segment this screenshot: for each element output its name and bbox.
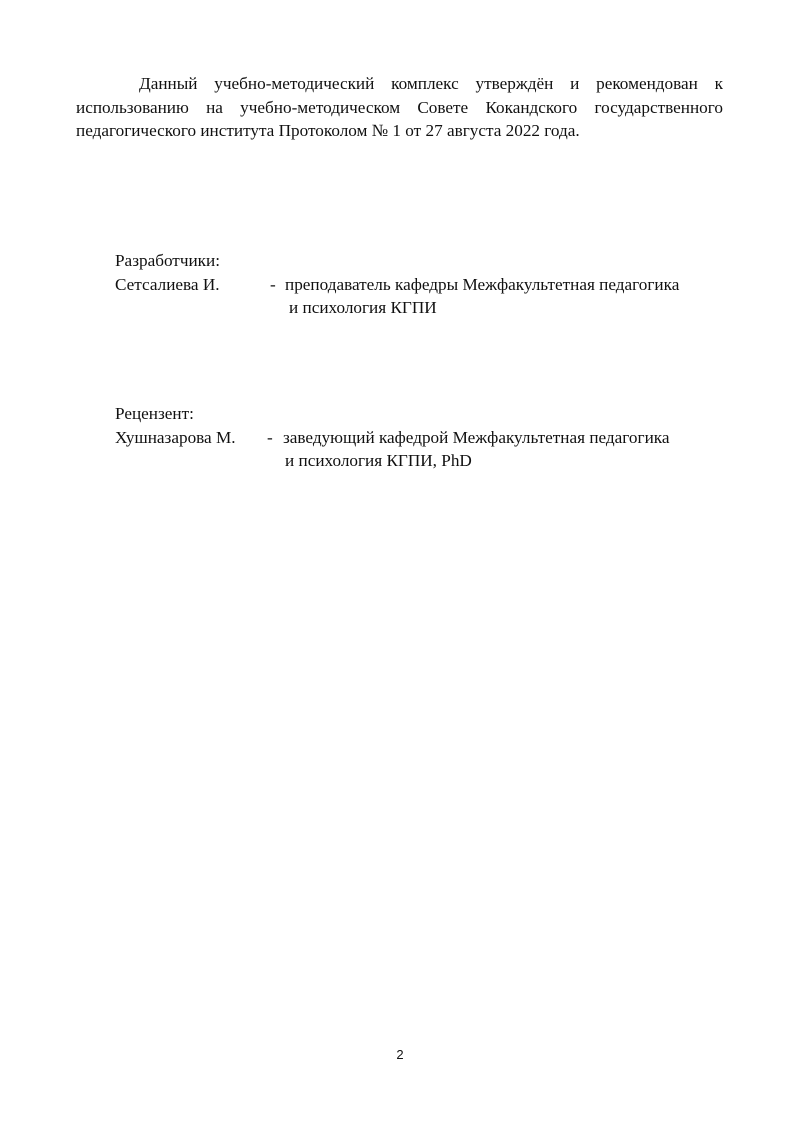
reviewer-section	[115, 402, 755, 473]
reviewer-dash: -	[267, 427, 273, 447]
page-number: 2	[396, 1047, 404, 1062]
developers-section	[115, 249, 755, 320]
reviewer-role-line1: заведующий кафедрой Межфакультетная педагогика	[283, 427, 670, 447]
reviewer-heading: Рецензент:	[115, 404, 194, 423]
reviewer-name: Хушназарова М.	[115, 427, 236, 447]
reviewer-role-line2: и психология КГПИ, PhD	[285, 451, 472, 470]
developer-role-line2: и психология КГПИ	[289, 298, 437, 317]
developer-dash: -	[270, 274, 276, 294]
approval-paragraph: Данный учебно-методический комплекс утверждён и рекомендован к использованию на учебно-методическом Совете Кокандского государственного педагогического института Протоколом № 1 от 27 августа 2022 года.	[76, 74, 723, 140]
developer-role-line1: преподаватель кафедры Межфакультетная педагогика	[285, 274, 680, 294]
reviewer-entry	[115, 426, 755, 450]
developer-name: Сетсалиева И.	[115, 274, 220, 294]
developer-entry	[115, 273, 755, 297]
developers-heading: Разработчики:	[115, 251, 220, 270]
